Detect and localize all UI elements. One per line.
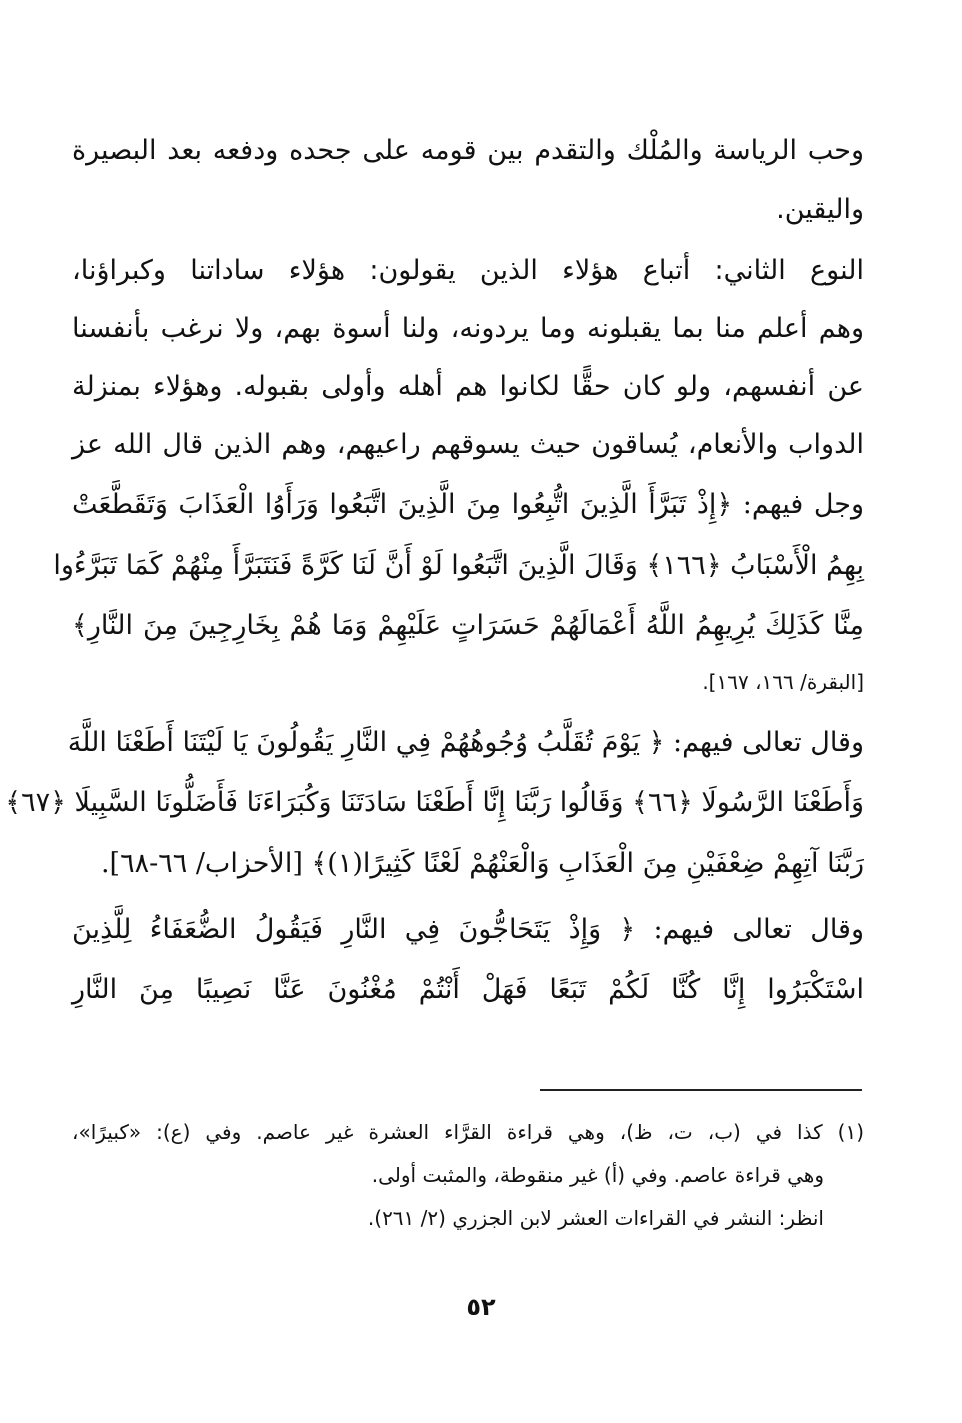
quran-verse-line: وَأَطَعْنَا الرَّسُولَا ﴿٦٦﴾ وَقَالُوا رَبَّنَا إِنَّا أَطَعْنَا سَادَتَنَا وَكُبَرَاءَنَا فَأَضَلُّونَا السَّبِيلَا ﴿٦٧﴾ — [5, 787, 864, 818]
footnote-line: انظر: النشر في القراءات العشر لابن الجزري (٢/ ٢٦١). — [367, 1206, 824, 1230]
verse-reference: [البقرة/ ١٦٦، ١٦٧]. — [702, 670, 864, 694]
quran-verse-line: مِنَّا كَذَلِكَ يُرِيهِمُ اللَّهُ أَعْمَالَهُمْ حَسَرَاتٍ عَلَيْهِمْ وَمَا هُمْ بِخَارِجِينَ مِنَ النَّارِ﴾ — [72, 610, 864, 641]
page-number: ٥٢ — [466, 1293, 496, 1321]
quran-verse-line: بِهِمُ الْأَسْبَابُ ﴿١٦٦﴾ وَقَالَ الَّذِينَ اتَّبَعُوا لَوْ أَنَّ لَنَا كَرَّةً فَنَتَبَرَّأَ مِنْهُمْ كَمَا تَبَرَّءُوا — [53, 550, 864, 581]
quran-verse-line: وقال تعالى فيهم: ﴿ يَوْمَ تُقَلَّبُ وُجُوهُهُمْ فِي النَّارِ يَقُولُونَ يَا لَيْتَنَا أَطَعْنَا اللَّهَ — [67, 727, 864, 758]
text-line: واليقين. — [776, 194, 864, 225]
text-line: عن أنفسهم، ولو كان حقًّا لكانوا هم أهله وأولى بقبوله. وهؤلاء بمنزلة — [72, 371, 864, 402]
text-line: الدواب والأنعام، يُساقون حيث يسوقهم راعيهم، وهم الذين قال الله عز — [72, 429, 864, 460]
quran-verse-line: وجل فيهم: ﴿إِذْ تَبَرَّأَ الَّذِينَ اتُّبِعُوا مِنَ الَّذِينَ اتَّبَعُوا وَرَأَوُا الْعَذَابَ وَتَقَطَّعَتْ — [72, 489, 864, 520]
quran-verse-line: اسْتَكْبَرُوا إِنَّا كُنَّا لَكُمْ تَبَعًا فَهَلْ أَنْتُمْ مُغْنُونَ عَنَّا نَصِيبًا مِنَ النَّارِ — [72, 974, 864, 1005]
footnote-line: (١) كذا في (ب، ت، ظ)، وهي قراءة القرَّاء العشرة غير عاصم. وفي (ع): «كبيرًا»، — [72, 1120, 864, 1144]
footnote-separator — [540, 1089, 862, 1091]
text-line: وهم أعلم منا بما يقبلونه وما يردونه، ولنا أسوة بهم، ولا نرغب بأنفسنا — [72, 313, 864, 344]
footnote-line: وهي قراءة عاصم. وفي (أ) غير منقوطة، والمثبت أولى. — [371, 1163, 824, 1187]
text-line: وحب الرياسة والمُلْك والتقدم بين قومه على جحده ودفعه بعد البصيرة — [72, 135, 864, 166]
text-line: النوع الثاني: أتباع هؤلاء الذين يقولون: هؤلاء ساداتنا وكبراؤنا، — [72, 255, 864, 286]
quran-verse-line: رَبَّنَا آتِهِمْ ضِعْفَيْنِ مِنَ الْعَذَابِ وَالْعَنْهُمْ لَعْنًا كَثِيرًا(١)﴾ [الأحزاب/ ٦٦-٦٨]. — [100, 848, 864, 879]
quran-verse-line: وقال تعالى فيهم: ﴿ وَإِذْ يَتَحَاجُّونَ فِي النَّارِ فَيَقُولُ الضُّعَفَاءُ لِلَّذِينَ — [72, 914, 864, 945]
